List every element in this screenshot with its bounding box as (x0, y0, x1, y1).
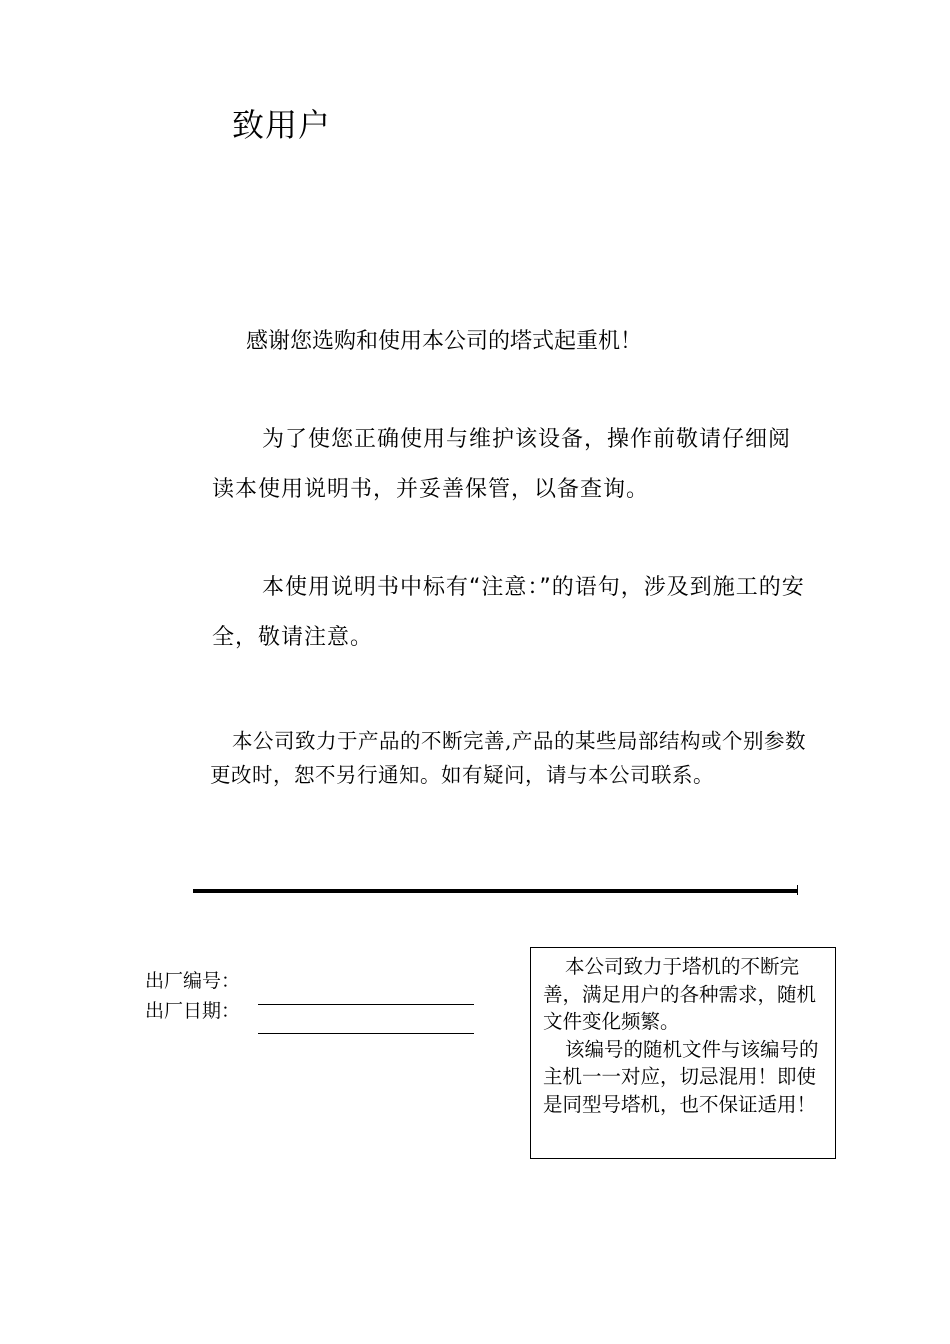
document-notice-box (530, 947, 836, 1159)
box-paragraph-2: 该编号的随机文件与该编号的主机一一对应，切忌混用！即使是同型号塔机，也不保证适用！ (543, 1037, 819, 1116)
box-paragraph-1: 本公司致力于塔机的不断完善，满足用户的各种需求，随机文件变化频繁。 (543, 955, 817, 1033)
caution-paragraph: 本使用说明书中标有“注意：”的语句，涉及到施工的安全，敬请注意。 (212, 575, 805, 650)
rule-end-tick (797, 885, 798, 895)
serial-number-label: 出厂编号： (145, 970, 241, 992)
manufacture-date-line (258, 1033, 474, 1034)
thanks-line: 感谢您选购和使用本公司的塔式起重机！ (246, 329, 643, 354)
manufacture-date-label: 出厂日期： (145, 1000, 241, 1022)
serial-number-line (258, 1004, 474, 1005)
horizontal-rule (193, 889, 797, 893)
page-title: 致用户 (232, 106, 332, 144)
notice-paragraph: 本公司致力于产品的不断完善,产品的某些局部结构或个别参数更改时，恕不另行通知。如有疑问，请与本公司联系。 (210, 729, 807, 787)
instruction-paragraph: 为了使您正确使用与维护该设备，操作前敬请仔细阅读本使用说明书，并妥善保管，以备查询。 (212, 427, 792, 502)
